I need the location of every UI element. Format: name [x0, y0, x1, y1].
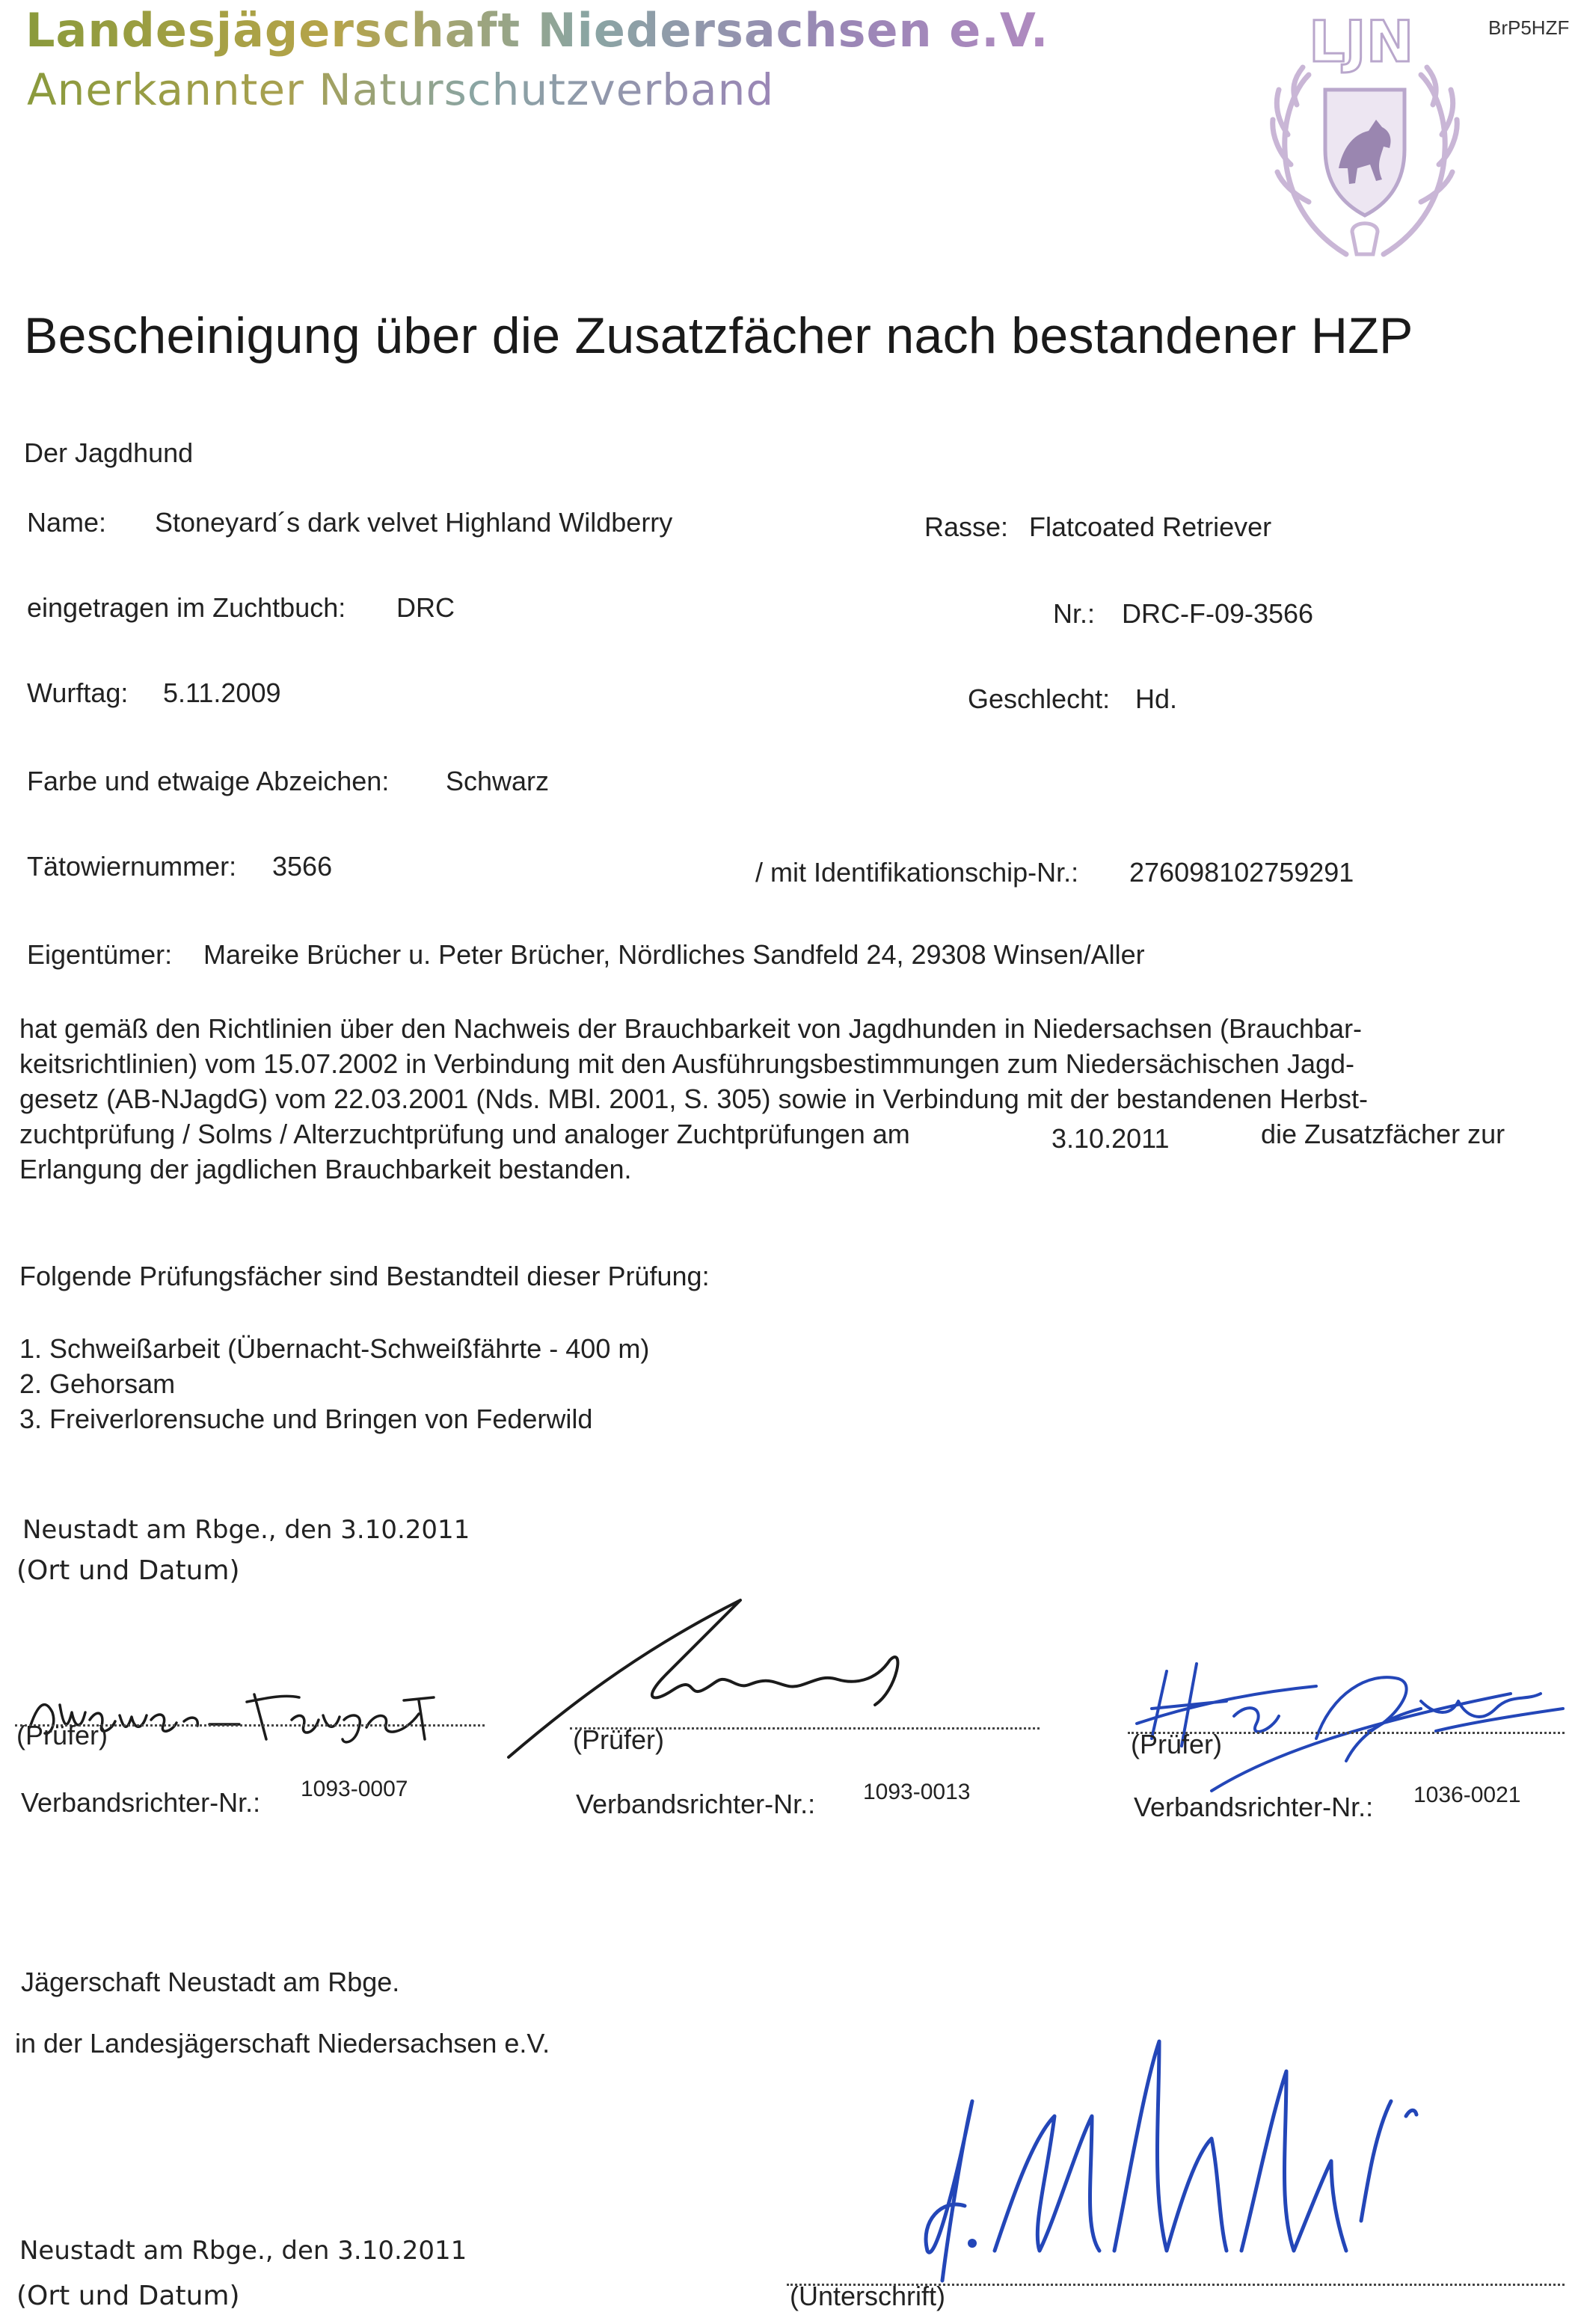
- examiner-2-role: (Prüfer): [573, 1724, 665, 1755]
- examiner-3-role: (Prüfer): [1131, 1729, 1223, 1759]
- chip-value: 276098102759291: [1129, 857, 1354, 888]
- ljn-logo-icon: [1264, 7, 1466, 277]
- color-label: Farbe und etwaige Abzeichen:: [27, 766, 390, 796]
- birth-value: 5.11.2009: [163, 677, 281, 708]
- exam-date: 3.10.2011: [1051, 1123, 1170, 1154]
- examiner-2-signature-icon: [501, 1585, 920, 1765]
- examiner-2-id-label: Verbandsrichter-Nr.:: [576, 1789, 816, 1819]
- number-label: Nr.:: [1053, 598, 1096, 629]
- body-line-text: die Zusatzfächer zur: [1261, 1119, 1505, 1149]
- tattoo-value: 3566: [272, 851, 333, 882]
- org-name: Landesjägerschaft Niedersachsen e.V.: [25, 3, 1049, 58]
- examiner-1-id-label: Verbandsrichter-Nr.:: [21, 1787, 261, 1818]
- chairman-signature-icon: [882, 2026, 1451, 2296]
- birth-label: Wurftag:: [27, 677, 129, 708]
- subjects-intro: Folgende Prüfungsfächer sind Bestandteil dieser Prüfung:: [19, 1261, 710, 1291]
- body-line-text: zuchtprüfung / Solms / Alterzuchtprüfung und analoger Zuchtprüfungen am: [19, 1119, 910, 1149]
- breed-value: Flatcoated Retriever: [1029, 511, 1272, 542]
- org-subtitle: Anerkannter Naturschutzverband: [27, 64, 775, 115]
- owner-label: Eigentümer:: [27, 939, 173, 970]
- body-line: [19, 1116, 1560, 1152]
- footer-org-line1: Jägerschaft Neustadt am Rbge.: [21, 1967, 400, 1997]
- body-paragraph: [19, 1011, 1560, 1187]
- examiner-1-role: (Prüfer): [16, 1720, 108, 1750]
- body-line: Erlangung der jagdlichen Brauchbarkeit bestanden.: [19, 1154, 632, 1184]
- place-date-label: (Ort und Datum): [16, 1555, 240, 1586]
- body-line: gesetz (AB-NJagdG) vom 22.03.2001 (Nds. MBl. 2001, S. 305) sowie in Verbindung mit der bestandenen Herbst-: [19, 1083, 1368, 1114]
- document-code: BrP5HZF: [1488, 16, 1570, 39]
- studbook-label: eingetragen im Zuchtbuch:: [27, 592, 346, 623]
- document-title: Bescheinigung über die Zusatzfächer nach bestandener HZP: [24, 307, 1413, 364]
- name-label: Name:: [27, 507, 107, 538]
- subject-item: 2. Gehorsam: [19, 1368, 176, 1399]
- dog-intro: Der Jagdhund: [24, 437, 194, 468]
- footer-signature-label: (Unterschrift): [790, 2281, 946, 2311]
- tattoo-label: Tätowiernummer:: [27, 851, 237, 882]
- examiner-3-id-label: Verbandsrichter-Nr.:: [1134, 1792, 1374, 1822]
- chip-label: / mit Identifikationschip-Nr.:: [755, 857, 1079, 888]
- footer-org-line2: in der Landesjägerschaft Niedersachsen e.V.: [15, 2028, 550, 2059]
- examiner-3-signature-icon: [1122, 1649, 1571, 1798]
- footer-place-date-label: (Ort und Datum): [16, 2281, 240, 2311]
- owner-value: Mareike Brücher u. Peter Brücher, Nördliches Sandfeld 24, 29308 Winsen/Aller: [203, 939, 1145, 970]
- studbook-value: DRC: [396, 592, 455, 623]
- breed-label: Rasse:: [924, 511, 1009, 542]
- body-line: hat gemäß den Richtlinien über den Nachweis der Brauchbarkeit von Jagdhunden in Niedersachsen (Brauchbar-: [19, 1013, 1363, 1044]
- sex-label: Geschlecht:: [968, 683, 1111, 714]
- examiner-2-id-value: 1093-0013: [863, 1780, 971, 1804]
- sex-value: Hd.: [1135, 683, 1178, 714]
- examiner-1-id-value: 1093-0007: [301, 1777, 408, 1801]
- number-value: DRC-F-09-3566: [1122, 598, 1314, 629]
- color-value: Schwarz: [446, 766, 550, 796]
- examiner-3-id-value: 1036-0021: [1413, 1783, 1521, 1807]
- subject-item: 3. Freiverlorensuche und Bringen von Federwild: [19, 1404, 593, 1434]
- body-line: keitsrichtlinien) vom 15.07.2002 in Verbindung mit den Ausführungsbestimmungen zum Niedersächischen Jagd-: [19, 1048, 1355, 1079]
- subjects-list: [19, 1331, 649, 1436]
- name-value: Stoneyard´s dark velvet Highland Wildberry: [155, 507, 673, 538]
- subject-item: 1. Schweißarbeit (Übernacht-Schweißfährte - 400 m): [19, 1333, 650, 1364]
- logo-lettering: LJN: [1309, 8, 1414, 75]
- footer-place-date-value: Neustadt am Rbge., den 3.10.2011: [19, 2236, 467, 2266]
- place-date-value: Neustadt am Rbge., den 3.10.2011: [22, 1515, 470, 1545]
